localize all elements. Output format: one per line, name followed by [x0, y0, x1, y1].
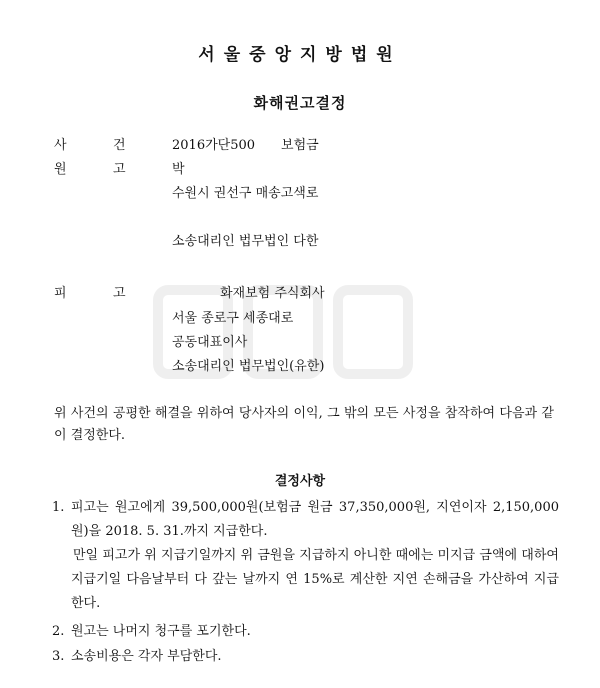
- case-label-b: 건: [113, 138, 126, 153]
- decision-title: 결정사항: [274, 474, 326, 489]
- defendant-name: 화재보험 주식회사: [220, 286, 325, 301]
- decision-item-number: 1.: [52, 500, 65, 515]
- decision-item-number: 3.: [52, 649, 65, 664]
- defendant-label-a: 피: [54, 286, 67, 301]
- document-title: 화해권고결정: [253, 94, 347, 112]
- case-value: [172, 138, 319, 154]
- case-label-a: 사: [54, 138, 67, 153]
- defendant-counsel: 소송대리인 법무법인(유한): [172, 359, 325, 374]
- case-number: 2016가단500: [172, 138, 256, 153]
- case-subject: 보험금: [281, 138, 319, 153]
- decision-item-text: 원고는 나머지 청구를 포기한다.: [71, 624, 251, 639]
- plaintiff-label-a: 원: [54, 162, 67, 177]
- decision-item-text: 피고는 원고에게 39,500,000원(보험금 원금 37,350,000원, 지연이자 2,150,000원)을 2018. 5. 31.까지 지급한다.: [71, 500, 559, 539]
- decision-item-extra: 만일 피고가 위 지급기일까지 위 금원을 지급하지 아니한 때에는 미지급 금액에 대하여 지급기일 다음날부터 다 갚는 날까지 연 15%로 계산한 지연 손해금을 가산하여 지급한다.: [71, 548, 559, 611]
- court-name: 서울중앙지방법원: [198, 45, 402, 65]
- decision-item-text: 소송비용은 각자 부담한다.: [71, 649, 222, 664]
- defendant-label-b: 고: [113, 286, 126, 301]
- defendant-address: 서울 종로구 세종대로: [172, 311, 294, 326]
- decision-item-number: 2.: [52, 624, 65, 639]
- plaintiff-name: 박: [172, 162, 185, 177]
- defendant-representative: 공동대표이사: [172, 335, 248, 350]
- plaintiff-address: 수원시 권선구 매송고색로: [172, 186, 319, 201]
- plaintiff-label-b: 고: [113, 162, 126, 177]
- plaintiff-counsel: 소송대리인 법무법인 다한: [172, 234, 319, 249]
- intro-paragraph: 위 사건의 공평한 해결을 위하여 당사자의 이익, 그 밖의 모든 사정을 참작하여 다음과 같이 결정한다.: [54, 406, 554, 443]
